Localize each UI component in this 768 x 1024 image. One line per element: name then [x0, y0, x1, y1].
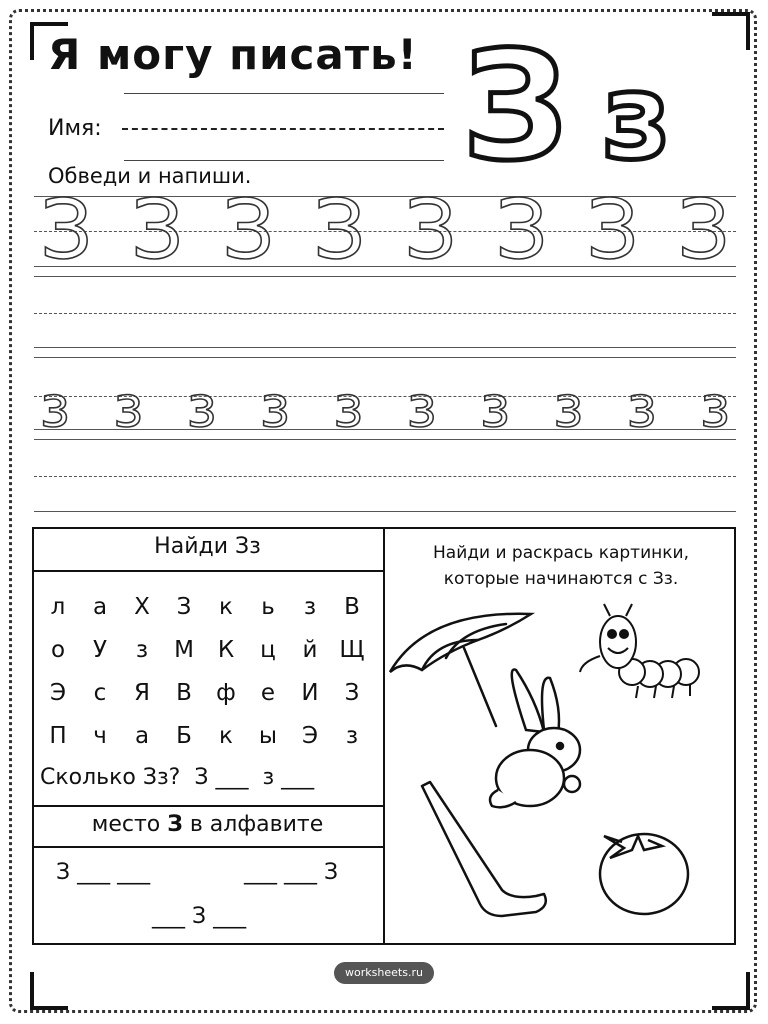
- blank-guide-mid-1: [34, 313, 736, 314]
- trace-letter[interactable]: з: [113, 375, 144, 440]
- alphabet-title-suffix: в алфавите: [182, 812, 324, 837]
- grid-letter[interactable]: з: [345, 722, 359, 749]
- name-input-line[interactable]: [122, 128, 444, 130]
- grid-letter[interactable]: к: [219, 593, 233, 620]
- trace-letter[interactable]: з: [480, 375, 510, 440]
- name-underline: [124, 160, 444, 161]
- trace-letter[interactable]: з: [186, 375, 217, 440]
- trace-row-lower: [40, 375, 730, 440]
- grid-letter[interactable]: П: [49, 722, 67, 749]
- count-lower-blank[interactable]: з ___: [262, 765, 315, 790]
- find-letter-title: Найди Зз: [154, 534, 261, 559]
- count-question-row: [40, 765, 314, 790]
- grid-letter[interactable]: з: [303, 593, 317, 620]
- big-letter-lower: з: [602, 48, 671, 186]
- grid-letter[interactable]: ь: [261, 593, 275, 620]
- grid-letter[interactable]: Я: [134, 679, 150, 706]
- corner-bracket-bottom-right: [712, 972, 750, 1010]
- trace-letter[interactable]: з: [553, 375, 584, 440]
- grid-letter[interactable]: а: [92, 593, 108, 620]
- trace-letter[interactable]: з: [406, 375, 437, 440]
- alphabet-title-letter: З: [167, 812, 183, 837]
- grid-row: [40, 714, 370, 757]
- umbrella-picture[interactable]: [390, 614, 531, 726]
- instruction-text: Обведи и напиши.: [48, 164, 252, 188]
- grid-letter[interactable]: л: [50, 593, 66, 620]
- blank-guide-base-2: [34, 511, 736, 512]
- trace-letter[interactable]: З: [677, 183, 730, 278]
- alphabet-place-title: [32, 812, 383, 837]
- grid-letter[interactable]: с: [93, 679, 107, 706]
- trace-letter[interactable]: З: [495, 183, 548, 278]
- trace-letter[interactable]: з: [40, 375, 70, 440]
- pictures-instruction: [396, 540, 726, 592]
- alphabet-divider: [32, 846, 383, 848]
- box-divider-vertical: [383, 527, 385, 945]
- pictures-instruction-line2: которые начинаются с Зз.: [443, 569, 679, 589]
- grid-letter[interactable]: Э: [301, 722, 319, 749]
- tomato-picture[interactable]: [600, 834, 688, 914]
- grid-letter[interactable]: ч: [93, 722, 107, 749]
- alphabet-line1-left[interactable]: З ___ ___: [56, 860, 151, 885]
- name-label: Имя:: [48, 116, 102, 141]
- grid-letter[interactable]: З: [344, 679, 360, 706]
- alphabet-title-prefix: место: [91, 812, 168, 837]
- grid-letter[interactable]: з: [135, 636, 149, 663]
- blank-guide-mid-2: [34, 476, 736, 477]
- trace-letter[interactable]: З: [404, 183, 457, 278]
- grid-letter[interactable]: к: [219, 722, 233, 749]
- title-underline: [124, 93, 444, 94]
- trace-letter[interactable]: З: [313, 183, 366, 278]
- trace-letter[interactable]: З: [586, 183, 639, 278]
- grid-letter[interactable]: е: [260, 679, 276, 706]
- letter-search-grid: [40, 585, 370, 757]
- trace-letter[interactable]: З: [40, 183, 93, 278]
- alphabet-line2[interactable]: ___ З ___: [152, 904, 247, 929]
- big-letter-upper: З: [462, 30, 569, 194]
- corner-bracket-bottom-left: [30, 972, 68, 1010]
- grid-letter[interactable]: М: [174, 636, 194, 663]
- grid-letter[interactable]: а: [134, 722, 150, 749]
- grid-letter[interactable]: й: [302, 636, 318, 663]
- count-upper-blank[interactable]: З ___: [194, 765, 249, 790]
- grid-letter[interactable]: ы: [258, 722, 278, 749]
- trace-letter[interactable]: з: [260, 375, 290, 440]
- trace-letter[interactable]: з: [700, 375, 730, 440]
- pictures-area: [386, 600, 736, 940]
- blank-guide-bottom-1: [34, 357, 736, 358]
- grid-letter[interactable]: ф: [216, 679, 236, 706]
- grid-letter[interactable]: К: [217, 636, 235, 663]
- trace-letter[interactable]: з: [333, 375, 364, 440]
- grid-letter[interactable]: Б: [176, 722, 192, 749]
- grid-letter[interactable]: И: [301, 679, 319, 706]
- grid-letter[interactable]: В: [176, 679, 192, 706]
- grid-letter[interactable]: Щ: [339, 636, 365, 663]
- find-title-divider: [32, 570, 383, 572]
- page-title: Я могу писать!: [48, 30, 418, 79]
- grid-letter[interactable]: ц: [260, 636, 276, 663]
- trace-letter[interactable]: З: [222, 183, 275, 278]
- grid-letter[interactable]: З: [176, 593, 192, 620]
- trace-row-upper: [40, 183, 730, 278]
- grid-letter[interactable]: В: [344, 593, 360, 620]
- trace-letter[interactable]: з: [626, 375, 657, 440]
- grid-row: [40, 585, 370, 628]
- count-divider: [32, 805, 383, 807]
- grid-letter[interactable]: о: [50, 636, 66, 663]
- caterpillar-picture[interactable]: [580, 604, 699, 698]
- trace-letter[interactable]: З: [131, 183, 184, 278]
- watermark-badge: worksheets.ru: [334, 962, 434, 984]
- count-question: Сколько Зз?: [40, 765, 181, 790]
- hare-picture[interactable]: [490, 670, 580, 808]
- grid-letter[interactable]: Э: [49, 679, 67, 706]
- blank-guide-base-1: [34, 347, 736, 348]
- pictures-instruction-line1: Найди и раскрась картинки,: [433, 543, 689, 563]
- grid-row: [40, 628, 370, 671]
- big-letter-display: [462, 30, 722, 200]
- alphabet-line1-right[interactable]: ___ ___ З: [244, 860, 339, 885]
- grid-letter[interactable]: Х: [134, 593, 150, 620]
- grid-letter[interactable]: У: [92, 636, 107, 663]
- grid-row: [40, 671, 370, 714]
